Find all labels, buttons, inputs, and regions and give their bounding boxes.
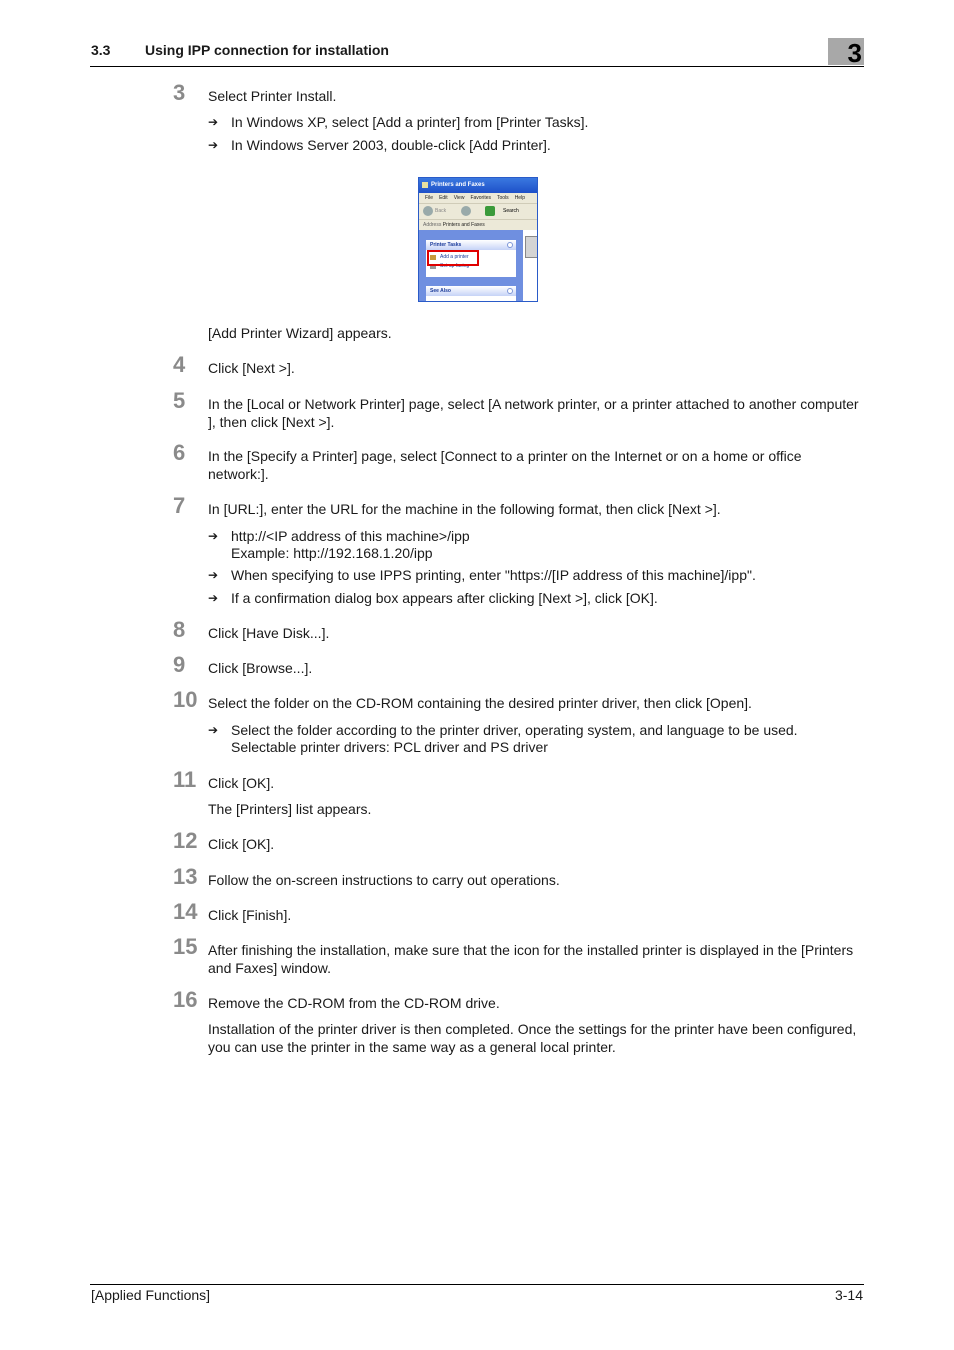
step-text: Follow the on-screen instructions to carry out operations. (208, 872, 560, 888)
chevron-up-icon (507, 242, 513, 248)
step-text: Click [Browse...]. (208, 660, 313, 676)
chevron-up-icon (507, 288, 513, 294)
step-text: After finishing the installation, make sure that the icon for the installed printer is displayed in the [Printers and Faxes] window. (208, 942, 854, 976)
printers-and-faxes-screenshot (418, 177, 538, 302)
footer-title: [Applied Functions] (91, 1287, 211, 1303)
step-number: 8 (173, 617, 186, 642)
step-number: 13 (173, 864, 198, 889)
step-note: Installation of the printer driver is then completed. Once the settings for the printer have been configured, you can use the printer in the same way as a general local printer. (208, 1021, 857, 1055)
step-text: In the [Local or Network Printer] page, select [A network printer, or a printer attached to another computer ], then click [Next >]. (208, 396, 859, 430)
window-titlebar: Printers and Faxes (419, 178, 537, 193)
step-number: 6 (173, 440, 186, 465)
step-number: 12 (173, 828, 198, 853)
section-number: 3.3 (91, 42, 111, 58)
chapter-badge: 3 (828, 38, 864, 65)
add-printer-task: Add a printer (426, 253, 516, 262)
step-text: Remove the CD-ROM from the CD-ROM drive. (208, 995, 500, 1011)
task-pane (419, 230, 523, 302)
step-text: Click [Next >]. (208, 360, 295, 376)
step-text: Click [Finish]. (208, 907, 292, 923)
address-bar: Address Printers and Faxes (419, 219, 537, 230)
step-text: Click [Have Disk...]. (208, 625, 330, 641)
step-number: 3 (173, 80, 186, 105)
step-text: Click [OK]. (208, 836, 275, 852)
step-text: Select the folder on the CD-ROM containing the desired printer driver, then click [Open]. (208, 695, 752, 711)
step-text: In [URL:], enter the URL for the machine in the following format, then click [Next >]. (208, 501, 721, 517)
arrow-icon: ➔ (208, 568, 219, 582)
step-text: Click [OK]. (208, 775, 275, 791)
section-title: Using IPP connection for installation (145, 42, 389, 58)
step-number: 4 (173, 352, 186, 377)
up-folder-icon (485, 206, 495, 216)
step-number: 9 (173, 652, 186, 677)
arrow-icon: ➔ (208, 529, 219, 543)
setup-fax-task: Set up faxing (426, 262, 516, 271)
step-number: 14 (173, 899, 198, 924)
page-header (90, 40, 864, 67)
printer-icon (525, 236, 538, 258)
forward-icon (461, 206, 471, 216)
arrow-icon: ➔ (208, 115, 219, 129)
toolbar: Back Search (419, 203, 537, 219)
arrow-icon: ➔ (208, 723, 219, 737)
step-number: 7 (173, 493, 186, 518)
see-also-panel: See Also (426, 286, 516, 302)
step-number: 16 (173, 987, 198, 1012)
back-icon (423, 206, 433, 216)
step-text: Select Printer Install. (208, 88, 337, 104)
page-number: 3-14 (834, 1287, 863, 1303)
step-note: [Add Printer Wizard] appears. (208, 325, 392, 341)
printer-tasks-panel: Printer Tasks Add a printer Set up faxing (426, 240, 516, 277)
highlight-box (427, 250, 479, 266)
menu-bar: File Edit View Favorites Tools Help (419, 193, 537, 203)
step-text: In the [Specify a Printer] page, select [Connect to a printer on the Internet or on a home or office network:]. (208, 448, 802, 482)
printer-folder-icon (422, 182, 428, 188)
step-number: 15 (173, 934, 198, 959)
step-number: 11 (173, 767, 197, 792)
arrow-icon: ➔ (208, 138, 219, 152)
step-note: The [Printers] list appears. (208, 801, 372, 817)
step-number: 5 (173, 388, 186, 413)
step-number: 10 (173, 687, 198, 712)
arrow-icon: ➔ (208, 591, 219, 605)
page-footer (90, 1284, 864, 1303)
search-label: Search (503, 208, 519, 214)
